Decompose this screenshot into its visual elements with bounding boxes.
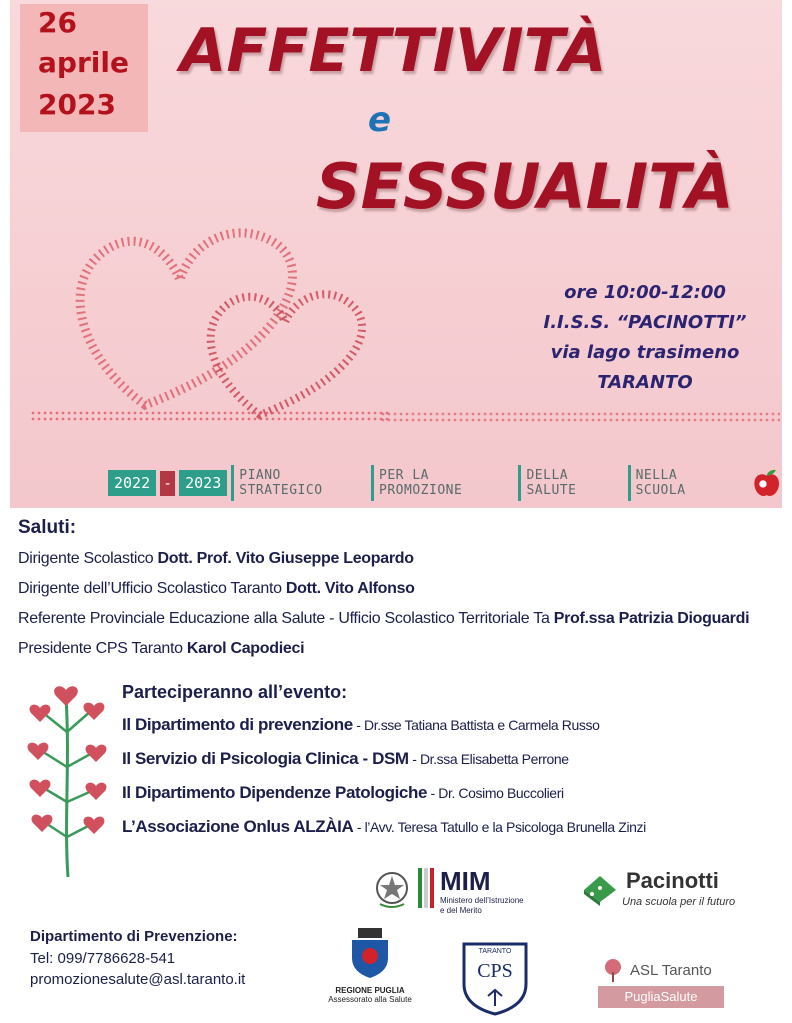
asl-logo	[598, 958, 724, 1010]
mim-line2: e del Merito	[440, 906, 482, 915]
partecipante-item: Il Servizio di Psicologia Clinica - DSM - Dr.ssa Elisabetta Perrone	[122, 749, 569, 768]
date-day: 26	[38, 6, 77, 39]
heart-flower-icon	[24, 672, 108, 882]
pacinotti-icon	[580, 870, 620, 906]
plan-word: PER LA PROMOZIONE	[371, 465, 514, 501]
title-connector: e	[368, 100, 392, 140]
contact-title: Dipartimento di Prevenzione:	[30, 928, 238, 945]
partecipante-item: L’Associazione Onlus ALZÀIA - l’Avv. Teresa Tatullo e la Psicologa Brunella Zinzi	[122, 817, 646, 836]
contact-email[interactable]: promozionesalute@asl.taranto.it	[30, 971, 246, 988]
event-venue: I.I.S.S. “PACINOTTI”	[543, 312, 747, 333]
title-sessualita: SESSUALITÀ	[316, 150, 734, 223]
hero-banner	[10, 0, 782, 508]
asl-sub: PugliaSalute	[598, 986, 724, 1008]
saluti-item: Dirigente dell’Ufficio Scolastico Taranto Dott. Vito Alfonso	[18, 580, 415, 597]
partecipanti-title: Parteciperanno all’evento:	[122, 682, 348, 702]
asl-tree-icon	[600, 958, 626, 984]
asl-name: ASL Taranto	[630, 962, 712, 979]
title-affettivita: AFFETTIVITÀ	[180, 16, 607, 86]
event-time: ore 10:00-12:00	[564, 282, 726, 303]
apple-icon	[751, 466, 782, 500]
event-address: via lago trasimeno	[550, 342, 740, 363]
regione-name: REGIONE PUGLIA	[335, 986, 405, 995]
plan-year-start: 2022	[108, 470, 156, 496]
plan-bar	[108, 468, 782, 498]
italian-emblem-icon	[374, 868, 410, 910]
plan-word: NELLA SCUOLA	[628, 465, 733, 501]
dotted-ground	[380, 405, 780, 435]
pacinotti-name: Pacinotti	[626, 868, 719, 893]
cps-abbr: CPS	[477, 960, 513, 982]
date-year: 2023	[38, 88, 116, 121]
plan-word: PIANO STRATEGICO	[231, 465, 367, 501]
partecipante-item: Il Dipartimento di prevenzione - Dr.sse Tatiana Battista e Carmela Russo	[122, 715, 600, 734]
date-month: aprile	[38, 46, 129, 79]
event-city: TARANTO	[597, 372, 693, 393]
contact-tel: Tel: 099/7786628-541	[30, 950, 176, 967]
saluti-item: Dirigente Scolastico Dott. Prof. Vito Giuseppe Leopardo	[18, 550, 414, 567]
mim-logo	[374, 866, 554, 914]
hearts-illustration	[30, 200, 390, 440]
pacinotti-tagline: Una scuola per il futuro	[622, 896, 736, 908]
cps-top: TARANTO	[478, 948, 512, 955]
regione-sub: Assessorato alla Salute	[328, 995, 412, 1004]
pacinotti-logo	[580, 866, 760, 914]
plan-word: DELLA SALUTE	[518, 465, 623, 501]
plan-dash: -	[160, 471, 175, 496]
saluti-title: Saluti:	[18, 517, 77, 538]
saluti-item: Referente Provinciale Educazione alla Salute - Ufficio Scolastico Territoriale Ta Prof.ssa Patrizia Dioguardi	[18, 610, 750, 627]
plan-year-end: 2023	[179, 470, 227, 496]
cps-logo	[460, 940, 530, 1016]
partecipante-item: Il Dipartimento Dipendenze Patologiche - Dr. Cosimo Buccolieri	[122, 783, 564, 802]
mim-abbr: MIM	[440, 866, 491, 896]
mim-line1: Ministero dell’Istruzione	[440, 896, 524, 905]
saluti-item: Presidente CPS Taranto Karol Capodieci	[18, 640, 305, 657]
regione-crest-icon	[348, 928, 392, 978]
regione-puglia-logo	[320, 928, 420, 1018]
